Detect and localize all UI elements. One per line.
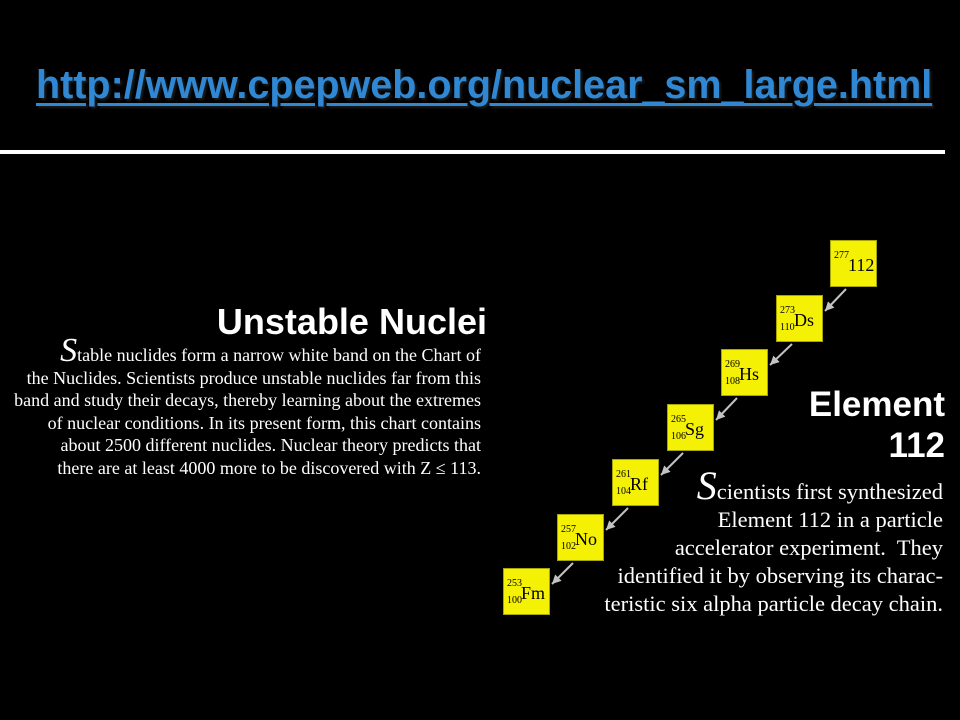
- mass-number: 273: [780, 305, 795, 316]
- element-112-heading: [745, 384, 945, 466]
- mass-number: 277: [834, 250, 849, 261]
- atomic-number: 110: [780, 322, 795, 333]
- mass-number: 269: [725, 359, 740, 370]
- unstable-nuclei-heading: Unstable Nuclei: [216, 301, 487, 342]
- nuclide-box-112: [830, 240, 877, 287]
- paragraph-line: [3, 332, 481, 369]
- mass-number: 265: [671, 414, 686, 425]
- decay-arrow: [770, 344, 792, 365]
- mass-number: 261: [616, 469, 631, 480]
- paragraph-line: band and study their decays, thereby learning about the extremes: [14, 390, 481, 410]
- paragraph-line: the Nuclides. Scientists produce unstable nuclides far from this: [26, 367, 481, 388]
- paragraph-line: there are at least 4000 more to be discovered with Z ≤ 113.: [57, 457, 481, 478]
- paragraph-line: about 2500 different nuclides. Nuclear theory predicts that: [60, 435, 481, 455]
- paragraph-line: accelerator experiment. They: [674, 535, 943, 560]
- atomic-number: 108: [725, 376, 740, 387]
- paragraph-line: teristic six alpha particle decay chain.: [604, 591, 943, 616]
- mass-number: 253: [507, 578, 522, 589]
- title-divider: [0, 150, 945, 154]
- atomic-number: 102: [561, 541, 576, 552]
- atomic-number: 106: [671, 431, 686, 442]
- decay-arrow: [661, 453, 683, 475]
- paragraph-line: identified it by observing its charac-: [617, 563, 943, 588]
- drop-cap: S: [60, 332, 78, 369]
- element-symbol: Ds: [794, 310, 815, 330]
- atomic-number: 104: [616, 486, 631, 497]
- paragraph-line-text: cientists first synthesized: [716, 479, 943, 504]
- element-112-heading-line: Element: [808, 385, 945, 424]
- decay-arrow: [825, 289, 846, 311]
- unstable-nuclei-paragraph: [3, 332, 481, 479]
- nuclide-box-ds: [776, 295, 823, 342]
- element-symbol: No: [575, 529, 597, 549]
- nuclide-box-sg: [667, 404, 714, 451]
- nuclide-box-fm: [503, 568, 550, 615]
- paragraph-line: of nuclear conditions. In its present form, this chart contains: [47, 412, 481, 433]
- element-symbol: Fm: [521, 583, 546, 603]
- paragraph-line-text: table nuclides form a narrow white band on the Chart of: [77, 345, 481, 365]
- element-112-heading-line: 112: [888, 426, 945, 465]
- decay-arrow: [716, 398, 737, 420]
- element-symbol: Hs: [739, 364, 760, 384]
- drop-cap: S: [696, 463, 717, 508]
- atomic-number: 100: [507, 595, 522, 606]
- paragraph-line: Element 112 in a particle: [717, 507, 943, 532]
- decay-arrow: [552, 563, 573, 584]
- element-symbol: Rf: [630, 474, 648, 494]
- element-symbol: 112: [848, 255, 875, 275]
- mass-number: 257: [561, 524, 576, 535]
- title-link[interactable]: http://www.cpepweb.org/nuclear_sm_large.html: [36, 63, 933, 107]
- element-symbol: Sg: [685, 419, 705, 439]
